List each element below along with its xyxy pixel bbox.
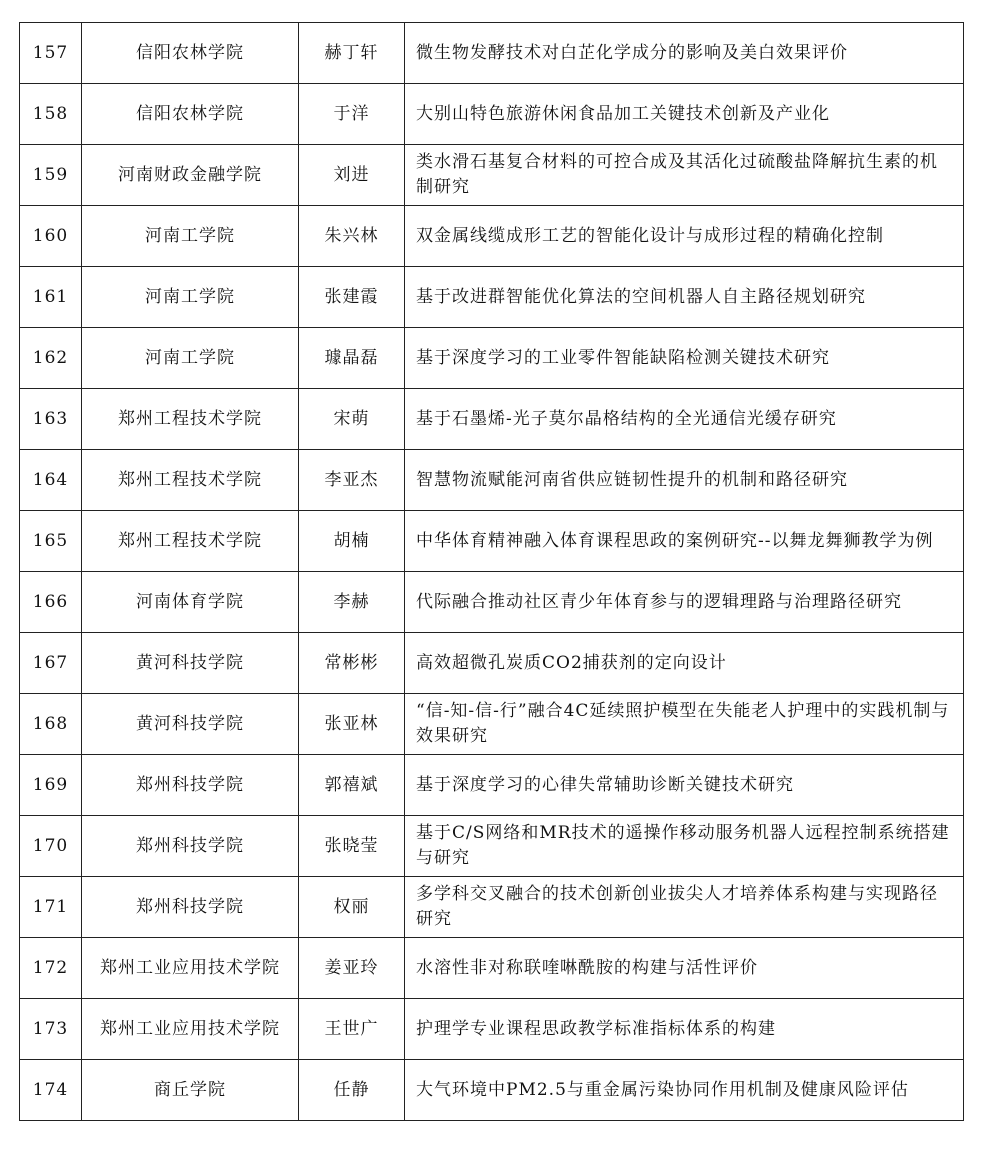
project-title-cell: 代际融合推动社区青少年体育参与的逻辑理路与治理路径研究: [405, 572, 964, 633]
project-title-cell: 多学科交叉融合的技术创新创业拔尖人才培养体系构建与实现路径研究: [405, 877, 964, 938]
applicant-name-cell: 权丽: [299, 877, 405, 938]
serial-number-cell: 166: [20, 572, 82, 633]
project-title-cell: 基于C/S网络和MR技术的遥操作移动服务机器人远程控制系统搭建与研究: [405, 816, 964, 877]
table-row: [20, 511, 964, 572]
table-row: [20, 877, 964, 938]
institution-cell: 郑州工程技术学院: [82, 450, 299, 511]
institution-cell: 郑州科技学院: [82, 755, 299, 816]
project-title-cell: 高效超微孔炭质CO2捕获剂的定向设计: [405, 633, 964, 694]
table-row: [20, 450, 964, 511]
serial-number-cell: 167: [20, 633, 82, 694]
project-title-cell: 中华体育精神融入体育课程思政的案例研究--以舞龙舞狮教学为例: [405, 511, 964, 572]
table-row: [20, 816, 964, 877]
applicant-name-cell: 任静: [299, 1060, 405, 1121]
institution-cell: 黄河科技学院: [82, 694, 299, 755]
table-row: [20, 694, 964, 755]
serial-number-cell: 163: [20, 389, 82, 450]
serial-number-cell: 169: [20, 755, 82, 816]
project-title-cell: 智慧物流赋能河南省供应链韧性提升的机制和路径研究: [405, 450, 964, 511]
applicant-name-cell: 姜亚玲: [299, 938, 405, 999]
serial-number-cell: 170: [20, 816, 82, 877]
table-row: [20, 328, 964, 389]
applicant-name-cell: 于洋: [299, 84, 405, 145]
project-title-cell: 大气环境中PM2.5与重金属污染协同作用机制及健康风险评估: [405, 1060, 964, 1121]
table-row: [20, 938, 964, 999]
project-list-table: [19, 22, 964, 1121]
institution-cell: 河南体育学院: [82, 572, 299, 633]
table-row: [20, 1060, 964, 1121]
institution-cell: 河南工学院: [82, 328, 299, 389]
serial-number-cell: 172: [20, 938, 82, 999]
serial-number-cell: 160: [20, 206, 82, 267]
table-row: [20, 755, 964, 816]
institution-cell: 信阳农林学院: [82, 23, 299, 84]
project-title-cell: 基于深度学习的心律失常辅助诊断关键技术研究: [405, 755, 964, 816]
institution-cell: 商丘学院: [82, 1060, 299, 1121]
applicant-name-cell: 赫丁轩: [299, 23, 405, 84]
table-row: [20, 206, 964, 267]
project-title-cell: 微生物发酵技术对白芷化学成分的影响及美白效果评价: [405, 23, 964, 84]
applicant-name-cell: 郭禧斌: [299, 755, 405, 816]
institution-cell: 河南财政金融学院: [82, 145, 299, 206]
applicant-name-cell: 胡楠: [299, 511, 405, 572]
project-title-cell: 护理学专业课程思政教学标准指标体系的构建: [405, 999, 964, 1060]
applicant-name-cell: 李赫: [299, 572, 405, 633]
institution-cell: 信阳农林学院: [82, 84, 299, 145]
project-title-cell: 基于石墨烯-光子莫尔晶格结构的全光通信光缓存研究: [405, 389, 964, 450]
institution-cell: 河南工学院: [82, 206, 299, 267]
table-row: [20, 267, 964, 328]
institution-cell: 郑州工程技术学院: [82, 511, 299, 572]
project-title-cell: 基于改进群智能优化算法的空间机器人自主路径规划研究: [405, 267, 964, 328]
serial-number-cell: 164: [20, 450, 82, 511]
serial-number-cell: 171: [20, 877, 82, 938]
serial-number-cell: 157: [20, 23, 82, 84]
project-title-cell: 水溶性非对称联喹啉酰胺的构建与活性评价: [405, 938, 964, 999]
serial-number-cell: 168: [20, 694, 82, 755]
institution-cell: 河南工学院: [82, 267, 299, 328]
table-row: [20, 145, 964, 206]
applicant-name-cell: 张晓莹: [299, 816, 405, 877]
table-row: [20, 389, 964, 450]
serial-number-cell: 174: [20, 1060, 82, 1121]
serial-number-cell: 162: [20, 328, 82, 389]
institution-cell: 郑州工业应用技术学院: [82, 999, 299, 1060]
institution-cell: 郑州工业应用技术学院: [82, 938, 299, 999]
applicant-name-cell: 王世广: [299, 999, 405, 1060]
applicant-name-cell: 宋萌: [299, 389, 405, 450]
table-row: [20, 572, 964, 633]
project-title-cell: 类水滑石基复合材料的可控合成及其活化过硫酸盐降解抗生素的机制研究: [405, 145, 964, 206]
project-title-cell: 基于深度学习的工业零件智能缺陷检测关键技术研究: [405, 328, 964, 389]
table-body: [20, 23, 964, 1121]
applicant-name-cell: 张建霞: [299, 267, 405, 328]
applicant-name-cell: 刘进: [299, 145, 405, 206]
institution-cell: 郑州工程技术学院: [82, 389, 299, 450]
project-title-cell: 双金属线缆成形工艺的智能化设计与成形过程的精确化控制: [405, 206, 964, 267]
applicant-name-cell: 张亚林: [299, 694, 405, 755]
project-title-cell: “信-知-信-行”融合4C延续照护模型在失能老人护理中的实践机制与效果研究: [405, 694, 964, 755]
institution-cell: 郑州科技学院: [82, 816, 299, 877]
institution-cell: 黄河科技学院: [82, 633, 299, 694]
serial-number-cell: 161: [20, 267, 82, 328]
serial-number-cell: 173: [20, 999, 82, 1060]
serial-number-cell: 158: [20, 84, 82, 145]
applicant-name-cell: 李亚杰: [299, 450, 405, 511]
project-title-cell: 大别山特色旅游休闲食品加工关键技术创新及产业化: [405, 84, 964, 145]
table-row: [20, 23, 964, 84]
table-row: [20, 84, 964, 145]
applicant-name-cell: 常彬彬: [299, 633, 405, 694]
applicant-name-cell: 朱兴林: [299, 206, 405, 267]
table-row: [20, 999, 964, 1060]
institution-cell: 郑州科技学院: [82, 877, 299, 938]
serial-number-cell: 159: [20, 145, 82, 206]
serial-number-cell: 165: [20, 511, 82, 572]
table-row: [20, 633, 964, 694]
applicant-name-cell: 璩晶磊: [299, 328, 405, 389]
